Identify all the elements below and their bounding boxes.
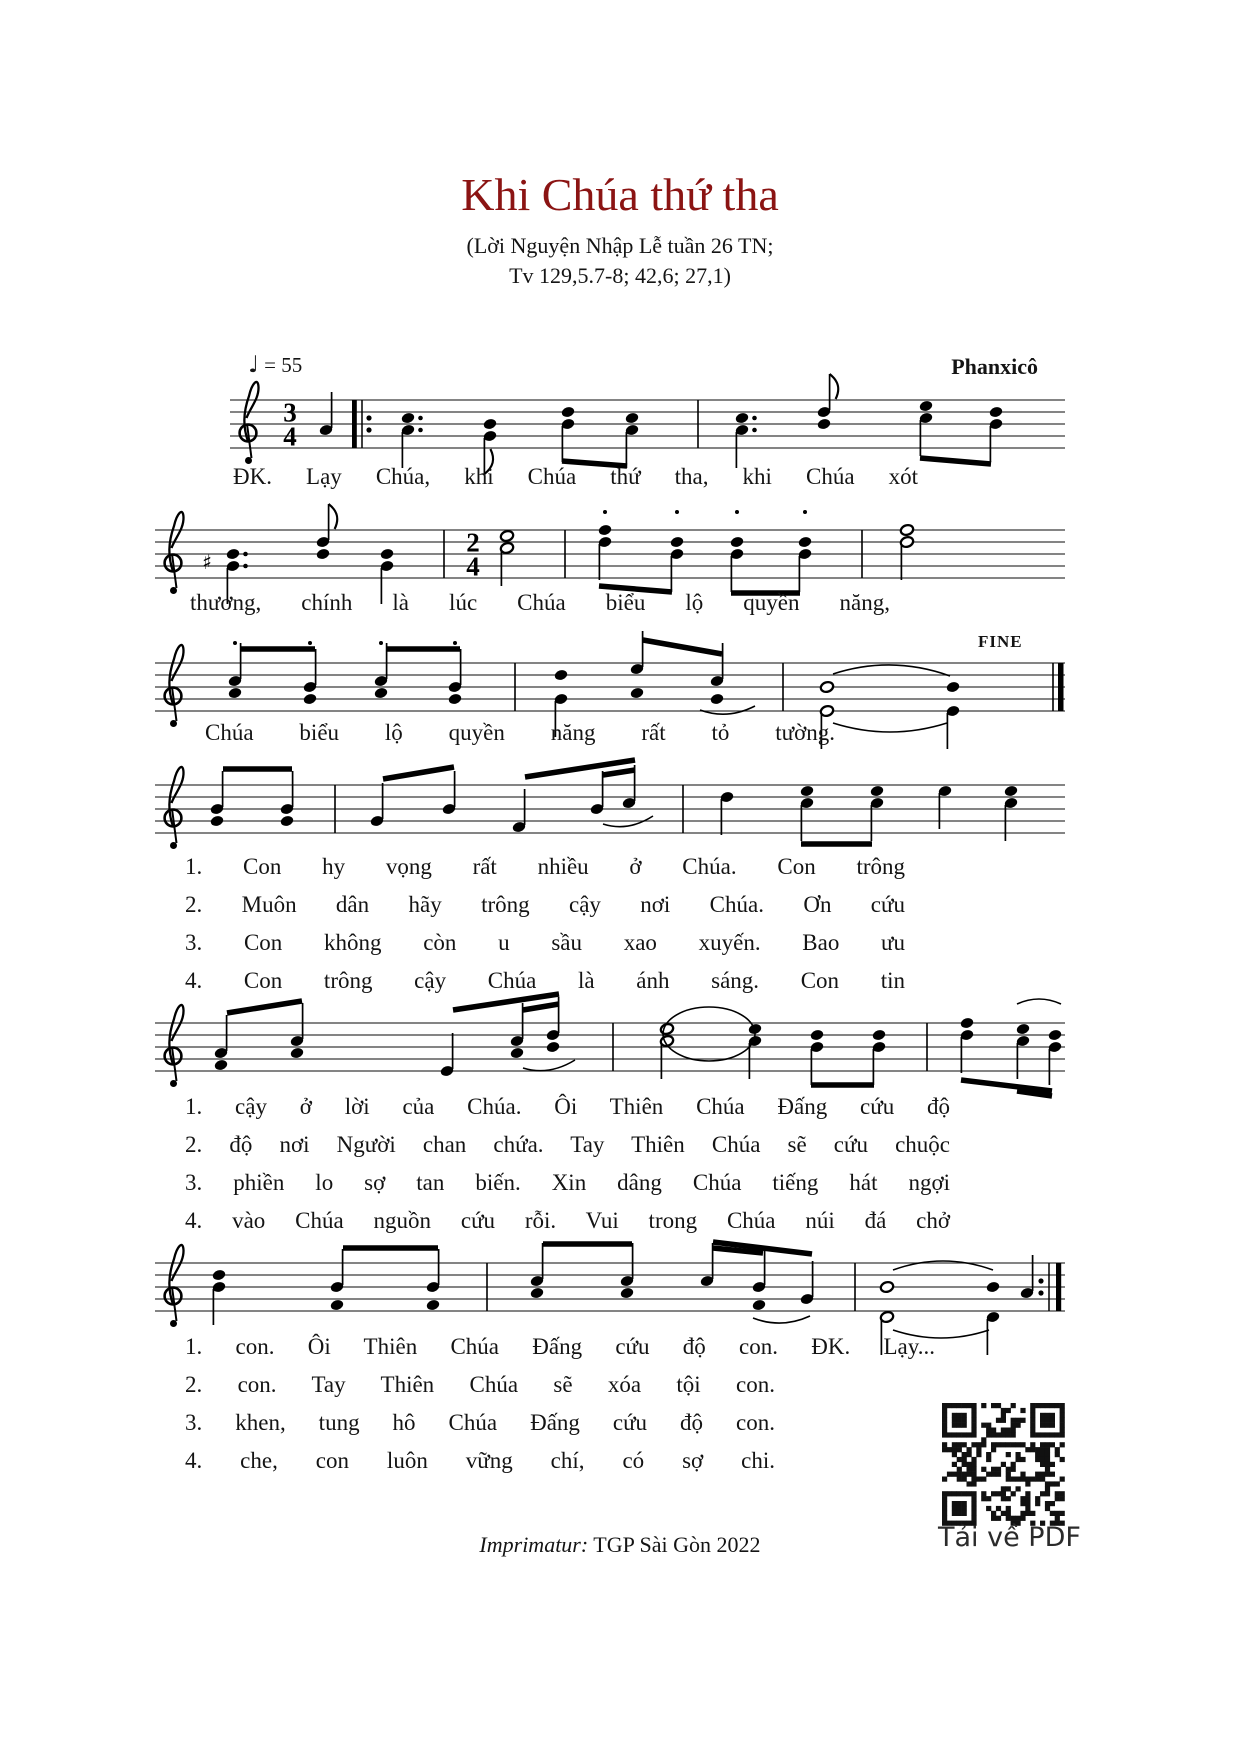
imprimatur-text: TGP Sài Gòn 2022: [588, 1532, 761, 1557]
svg-text:4: 4: [466, 551, 480, 582]
verse-block-2: [185, 1094, 950, 1246]
imprimatur-line: [0, 1532, 1240, 1558]
verse-line: 4. vào Chúa nguồn cứu rỗi. Vui trong Chúa núi đá chở: [185, 1208, 950, 1233]
imprimatur-label: Imprimatur:: [479, 1532, 589, 1557]
verse-line: 3. phiền lo sợ tan biến. Xin dâng Chúa tiếng hát ngợi: [185, 1170, 950, 1195]
verse-line: 1. cậy ở lời của Chúa. Ôi Thiên Chúa Đấng cứu độ: [185, 1094, 950, 1119]
verse-line: 3. Con không còn u sầu xao xuyến. Bao ưu: [185, 930, 905, 955]
composer-name: Phanxicô: [951, 354, 1038, 379]
svg-text:3: 3: [283, 397, 297, 428]
refrain-lyrics-line-2: thương, chính là lúc Chúa biểu lộ quyền năng,: [190, 590, 890, 615]
qr-caption[interactable]: Tải về PDF: [938, 1522, 1081, 1553]
subtitle-line-2: Tv 129,5.7-8; 42,6; 27,1): [509, 263, 731, 288]
qr-code[interactable]: [942, 1403, 1066, 1526]
verse-block-3: [185, 1334, 935, 1486]
tempo-value: = 55: [258, 353, 303, 377]
verse-block-1: [185, 854, 905, 1006]
svg-text:♯: ♯: [202, 550, 212, 574]
verse-line: 2. con. Tay Thiên Chúa sẽ xóa tội con.: [185, 1372, 775, 1397]
verse-line: 3. khen, tung hô Chúa Đấng cứu độ con.: [185, 1410, 775, 1435]
qr-code-image[interactable]: [942, 1403, 1065, 1526]
subtitle-line-1: (Lời Nguyện Nhập Lễ tuần 26 TN;: [466, 233, 774, 258]
fine-marking: FINE: [978, 632, 1023, 651]
quarter-note-icon: ♩: [248, 352, 259, 378]
verse-line: 2. Muôn dân hãy trông cậy nơi Chúa. Ơn cứu: [185, 892, 905, 917]
verse-line: 1. con. Ôi Thiên Chúa Đấng cứu độ con. ĐK. Lạy...: [185, 1334, 935, 1359]
refrain-lyrics-line-1: ĐK. Lạy Chúa, khi Chúa thứ tha, khi Chúa xót: [233, 464, 918, 489]
verse-line: 4. Con trông cậy Chúa là ánh sáng. Con tin: [185, 968, 905, 993]
svg-text:4: 4: [283, 421, 297, 452]
verse-line: 4. che, con luôn vững chí, có sợ chi.: [185, 1448, 775, 1473]
svg-text:2: 2: [466, 527, 480, 558]
refrain-lyrics-line-3: Chúa biểu lộ quyền năng rất tỏ tường.: [205, 720, 835, 745]
verse-line: 2. độ nơi Người chan chứa. Tay Thiên Chúa sẽ cứu chuộc: [185, 1132, 950, 1157]
verse-line: 1. Con hy vọng rất nhiều ở Chúa. Con trông: [185, 854, 905, 879]
page-title: Khi Chúa thứ tha: [461, 169, 779, 220]
